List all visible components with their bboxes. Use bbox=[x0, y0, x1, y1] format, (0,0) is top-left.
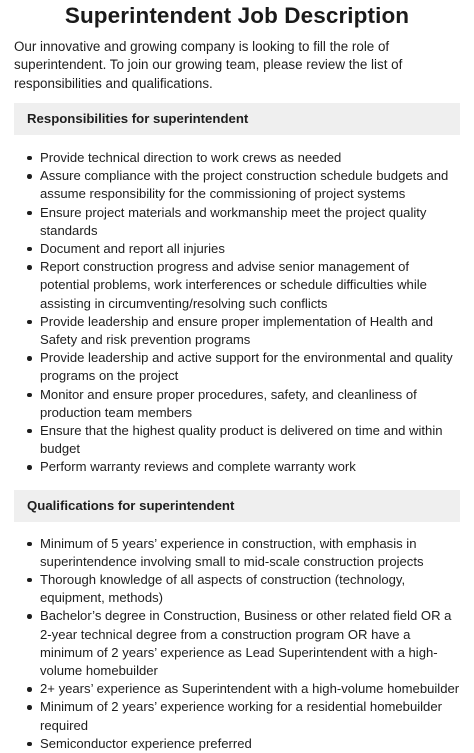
responsibility-item: Assure compliance with the project construction schedule budgets and assume responsibility for the commissioning of project systems bbox=[40, 167, 460, 203]
responsibility-item: Provide leadership and ensure proper implementation of Health and Safety and risk prevention programs bbox=[40, 313, 460, 349]
responsibilities-header: Responsibilities for superintendent bbox=[14, 103, 460, 135]
qualification-item: Minimum of 2 years’ experience working for a residential homebuilder required bbox=[40, 698, 460, 734]
responsibility-item: Ensure project materials and workmanship meet the project quality standards bbox=[40, 204, 460, 240]
responsibility-item: Provide leadership and active support for the environmental and quality programs on the project bbox=[40, 349, 460, 385]
qualifications-header: Qualifications for superintendent bbox=[14, 490, 460, 522]
responsibility-item: Monitor and ensure proper procedures, safety, and cleanliness of production team members bbox=[40, 386, 460, 422]
qualifications-list bbox=[14, 535, 460, 753]
responsibility-item: Perform warranty reviews and complete warranty work bbox=[40, 458, 460, 476]
responsibilities-list bbox=[14, 149, 460, 477]
qualification-item: Thorough knowledge of all aspects of construction (technology, equipment, methods) bbox=[40, 571, 460, 607]
qualification-item: Semiconductor experience preferred bbox=[40, 735, 460, 753]
qualification-item: Minimum of 5 years’ experience in construction, with emphasis in superintendence involving small to mid-scale construction projects bbox=[40, 535, 460, 571]
responsibility-item: Document and report all injuries bbox=[40, 240, 460, 258]
qualification-item: 2+ years’ experience as Superintendent with a high-volume homebuilder bbox=[40, 680, 460, 698]
responsibility-item: Provide technical direction to work crews as needed bbox=[40, 149, 460, 167]
qualification-item: Bachelor’s degree in Construction, Business or other related field OR a 2-year technical degree from a construction program OR have a minimum of 2 years’ experience as Lead Superintendent with a high-volume homebuilder bbox=[40, 607, 460, 680]
responsibility-item: Report construction progress and advise senior management of potential problems, work interferences or schedule difficulties while assisting in circumventing/resolving such conflicts bbox=[40, 258, 460, 313]
page-title: Superintendent Job Description bbox=[64, 3, 410, 28]
intro-paragraph: Our innovative and growing company is looking to fill the role of superintendent. To join our growing team, please review the list of responsibilities and qualifications. bbox=[14, 39, 403, 91]
responsibility-item: Ensure that the highest quality product is delivered on time and within budget bbox=[40, 422, 460, 458]
